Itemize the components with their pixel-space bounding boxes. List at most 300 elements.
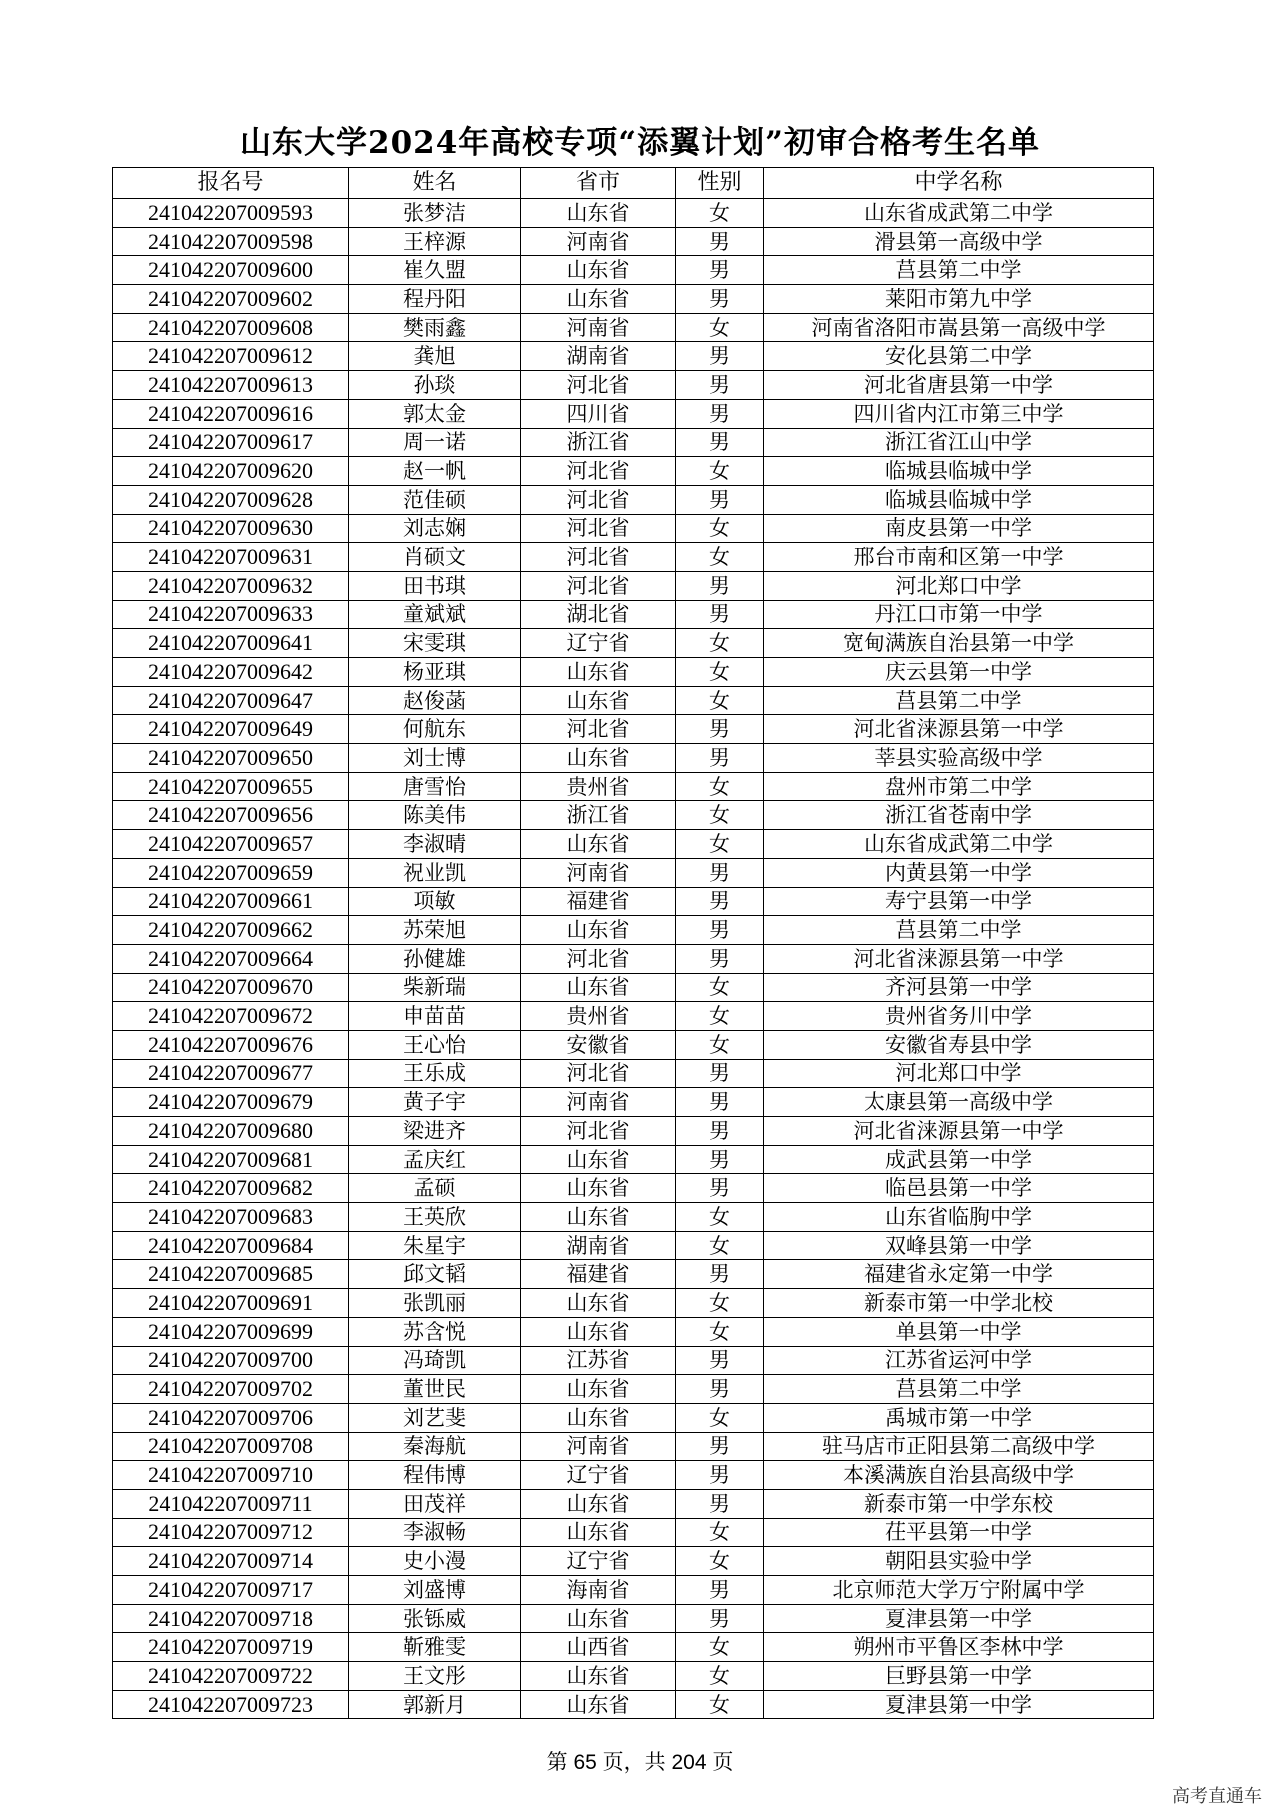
page-footer: 第 65 页，共 204 页 [546,1751,734,1774]
cell-school: 新泰市第一中学东校 [764,1489,1154,1518]
cell-name: 陈美伟 [349,801,521,830]
table-row [113,1662,1154,1691]
cell-gender: 男 [676,285,764,314]
cell-registration-no: 241042207009672 [113,1002,349,1031]
cell-registration-no: 241042207009711 [113,1489,349,1518]
cell-registration-no: 241042207009612 [113,342,349,371]
cell-province: 湖北省 [521,600,676,629]
cell-school: 庆云县第一中学 [764,658,1154,687]
cell-gender: 女 [676,629,764,658]
cell-school: 本溪满族自治县高级中学 [764,1461,1154,1490]
cell-province: 河南省 [521,1088,676,1117]
cell-gender: 女 [676,313,764,342]
cell-registration-no: 241042207009620 [113,457,349,486]
cell-gender: 女 [676,1518,764,1547]
cell-province: 山东省 [521,1690,676,1719]
cell-name: 宋雯琪 [349,629,521,658]
cell-registration-no: 241042207009600 [113,256,349,285]
cell-school: 福建省永定第一中学 [764,1260,1154,1289]
cell-school: 临邑县第一中学 [764,1174,1154,1203]
cell-province: 海南省 [521,1576,676,1605]
cell-name: 杨亚琪 [349,658,521,687]
table-row [113,629,1154,658]
cell-province: 河南省 [521,227,676,256]
cell-registration-no: 241042207009684 [113,1231,349,1260]
cell-registration-no: 241042207009593 [113,199,349,228]
cell-province: 山东省 [521,1317,676,1346]
cell-registration-no: 241042207009700 [113,1346,349,1375]
cell-school: 双峰县第一中学 [764,1231,1154,1260]
column-header-name: 姓名 [349,168,521,199]
table-row [113,1174,1154,1203]
cell-name: 孙健雄 [349,944,521,973]
cell-school: 山东省成武第二中学 [764,830,1154,859]
cell-school: 河北郑口中学 [764,571,1154,600]
cell-school: 河北郑口中学 [764,1059,1154,1088]
cell-name: 赵俊菡 [349,686,521,715]
cell-name: 何航东 [349,715,521,744]
cell-name: 崔久盟 [349,256,521,285]
table-row [113,686,1154,715]
cell-province: 辽宁省 [521,629,676,658]
cell-registration-no: 241042207009617 [113,428,349,457]
watermark-text: 高考直通车 [1172,1786,1262,1807]
cell-gender: 男 [676,1145,764,1174]
cell-registration-no: 241042207009642 [113,658,349,687]
cell-school: 莒县第二中学 [764,916,1154,945]
cell-name: 李淑晴 [349,830,521,859]
table-row [113,1489,1154,1518]
cell-name: 赵一帆 [349,457,521,486]
cell-name: 王文彤 [349,1662,521,1691]
cell-province: 四川省 [521,399,676,428]
cell-school: 太康县第一高级中学 [764,1088,1154,1117]
cell-name: 苏荣旭 [349,916,521,945]
table-row [113,1346,1154,1375]
cell-registration-no: 241042207009647 [113,686,349,715]
cell-name: 樊雨鑫 [349,313,521,342]
cell-registration-no: 241042207009714 [113,1547,349,1576]
table-row [113,514,1154,543]
cell-gender: 男 [676,944,764,973]
table-row [113,227,1154,256]
table-row [113,1059,1154,1088]
table-row [113,1117,1154,1146]
table-row [113,1002,1154,1031]
cell-school: 临城县临城中学 [764,485,1154,514]
cell-school: 南皮县第一中学 [764,514,1154,543]
cell-name: 王英欣 [349,1203,521,1232]
cell-province: 山东省 [521,1203,676,1232]
table-row [113,1260,1154,1289]
cell-school: 夏津县第一中学 [764,1604,1154,1633]
cell-registration-no: 241042207009685 [113,1260,349,1289]
cell-province: 河北省 [521,1059,676,1088]
cell-school: 河北省涞源县第一中学 [764,715,1154,744]
cell-registration-no: 241042207009664 [113,944,349,973]
cell-school: 莘县实验高级中学 [764,744,1154,773]
cell-registration-no: 241042207009722 [113,1662,349,1691]
cell-gender: 男 [676,715,764,744]
cell-province: 山东省 [521,256,676,285]
cell-registration-no: 241042207009708 [113,1432,349,1461]
table-row [113,371,1154,400]
cell-registration-no: 241042207009677 [113,1059,349,1088]
cell-province: 山东省 [521,973,676,1002]
cell-gender: 女 [676,973,764,1002]
cell-name: 孙琰 [349,371,521,400]
cell-name: 刘士博 [349,744,521,773]
table-row [113,715,1154,744]
cell-name: 龚旭 [349,342,521,371]
cell-province: 山东省 [521,686,676,715]
table-row [113,485,1154,514]
cell-gender: 女 [676,1662,764,1691]
cell-registration-no: 241042207009598 [113,227,349,256]
cell-name: 靳雅雯 [349,1633,521,1662]
cell-name: 邱文韬 [349,1260,521,1289]
table-row [113,285,1154,314]
cell-registration-no: 241042207009608 [113,313,349,342]
table-row [113,1690,1154,1719]
cell-school: 浙江省江山中学 [764,428,1154,457]
table-row [113,1432,1154,1461]
cell-registration-no: 241042207009631 [113,543,349,572]
cell-name: 祝业凯 [349,858,521,887]
cell-province: 福建省 [521,887,676,916]
cell-gender: 男 [676,342,764,371]
table-row [113,543,1154,572]
cell-school: 安徽省寿县中学 [764,1030,1154,1059]
cell-name: 刘志娴 [349,514,521,543]
cell-school: 朝阳县实验中学 [764,1547,1154,1576]
cell-gender: 女 [676,1547,764,1576]
table-row [113,313,1154,342]
table-row [113,342,1154,371]
cell-name: 田书琪 [349,571,521,600]
cell-province: 山东省 [521,1403,676,1432]
cell-registration-no: 241042207009717 [113,1576,349,1605]
cell-school: 莒县第二中学 [764,1375,1154,1404]
cell-province: 辽宁省 [521,1547,676,1576]
cell-province: 浙江省 [521,428,676,457]
cell-registration-no: 241042207009702 [113,1375,349,1404]
cell-gender: 男 [676,571,764,600]
cell-registration-no: 241042207009632 [113,571,349,600]
cell-province: 河南省 [521,1432,676,1461]
cell-school: 河北省涞源县第一中学 [764,1117,1154,1146]
cell-registration-no: 241042207009602 [113,285,349,314]
cell-name: 黄子宇 [349,1088,521,1117]
cell-name: 申苗苗 [349,1002,521,1031]
cell-name: 张凯丽 [349,1289,521,1318]
cell-province: 河北省 [521,1117,676,1146]
cell-school: 驻马店市正阳县第二高级中学 [764,1432,1154,1461]
cell-name: 梁进齐 [349,1117,521,1146]
cell-school: 邢台市南和区第一中学 [764,543,1154,572]
cell-school: 江苏省运河中学 [764,1346,1154,1375]
table-row [113,1289,1154,1318]
cell-school: 成武县第一中学 [764,1145,1154,1174]
cell-gender: 男 [676,916,764,945]
cell-registration-no: 241042207009641 [113,629,349,658]
cell-gender: 男 [676,1059,764,1088]
cell-name: 刘盛博 [349,1576,521,1605]
cell-school: 莒县第二中学 [764,686,1154,715]
table-row [113,1375,1154,1404]
cell-school: 滑县第一高级中学 [764,227,1154,256]
cell-school: 盘州市第二中学 [764,772,1154,801]
cell-name: 苏含悦 [349,1317,521,1346]
cell-school: 朔州市平鲁区李林中学 [764,1633,1154,1662]
cell-gender: 男 [676,1489,764,1518]
cell-registration-no: 241042207009723 [113,1690,349,1719]
cell-gender: 男 [676,371,764,400]
table-row [113,1317,1154,1346]
cell-registration-no: 241042207009650 [113,744,349,773]
cell-registration-no: 241042207009655 [113,772,349,801]
cell-school: 莒县第二中学 [764,256,1154,285]
cell-school: 临城县临城中学 [764,457,1154,486]
cell-name: 郭新月 [349,1690,521,1719]
table-row [113,1145,1154,1174]
cell-name: 柴新瑞 [349,973,521,1002]
cell-registration-no: 241042207009670 [113,973,349,1002]
cell-registration-no: 241042207009719 [113,1633,349,1662]
column-header-province: 省市 [521,168,676,199]
cell-school: 贵州省务川中学 [764,1002,1154,1031]
cell-province: 山东省 [521,1489,676,1518]
cell-registration-no: 241042207009633 [113,600,349,629]
cell-name: 孟庆红 [349,1145,521,1174]
cell-province: 河北省 [521,457,676,486]
table-row [113,1203,1154,1232]
cell-school: 内黄县第一中学 [764,858,1154,887]
cell-province: 山东省 [521,1289,676,1318]
cell-gender: 男 [676,485,764,514]
cell-school: 莱阳市第九中学 [764,285,1154,314]
cell-school: 河北省涞源县第一中学 [764,944,1154,973]
cell-school: 夏津县第一中学 [764,1690,1154,1719]
cell-school: 河南省洛阳市嵩县第一高级中学 [764,313,1154,342]
cell-name: 史小漫 [349,1547,521,1576]
cell-name: 刘艺斐 [349,1403,521,1432]
table-row [113,1088,1154,1117]
cell-name: 范佳硕 [349,485,521,514]
table-row [113,571,1154,600]
cell-school: 山东省成武第二中学 [764,199,1154,228]
cell-gender: 男 [676,858,764,887]
cell-name: 董世民 [349,1375,521,1404]
cell-registration-no: 241042207009683 [113,1203,349,1232]
cell-gender: 女 [676,1203,764,1232]
table-row [113,658,1154,687]
cell-registration-no: 241042207009630 [113,514,349,543]
cell-province: 河北省 [521,944,676,973]
cell-name: 田茂祥 [349,1489,521,1518]
cell-school: 安化县第二中学 [764,342,1154,371]
cell-province: 湖南省 [521,1231,676,1260]
cell-province: 河北省 [521,571,676,600]
table-row [113,916,1154,945]
table-row [113,428,1154,457]
cell-gender: 女 [676,1231,764,1260]
cell-name: 项敏 [349,887,521,916]
cell-registration-no: 241042207009681 [113,1145,349,1174]
cell-registration-no: 241042207009706 [113,1403,349,1432]
cell-gender: 男 [676,744,764,773]
cell-gender: 男 [676,1576,764,1605]
cell-gender: 男 [676,1432,764,1461]
cell-gender: 男 [676,1117,764,1146]
cell-registration-no: 241042207009710 [113,1461,349,1490]
cell-name: 朱星宇 [349,1231,521,1260]
cell-gender: 女 [676,457,764,486]
table-row [113,830,1154,859]
cell-province: 山东省 [521,1145,676,1174]
cell-gender: 男 [676,600,764,629]
cell-gender: 女 [676,1633,764,1662]
cell-province: 江苏省 [521,1346,676,1375]
table-row [113,1576,1154,1605]
cell-gender: 男 [676,1346,764,1375]
table-row [113,772,1154,801]
cell-registration-no: 241042207009628 [113,485,349,514]
cell-name: 秦海航 [349,1432,521,1461]
table-row [113,1461,1154,1490]
cell-name: 冯琦凯 [349,1346,521,1375]
cell-school: 丹江口市第一中学 [764,600,1154,629]
cell-school: 河北省唐县第一中学 [764,371,1154,400]
cell-gender: 女 [676,514,764,543]
cell-school: 单县第一中学 [764,1317,1154,1346]
cell-school: 浙江省苍南中学 [764,801,1154,830]
cell-province: 山西省 [521,1633,676,1662]
cell-name: 王心怡 [349,1030,521,1059]
header-row [113,168,1154,199]
cell-province: 浙江省 [521,801,676,830]
table-row [113,1604,1154,1633]
cell-school: 茌平县第一中学 [764,1518,1154,1547]
cell-name: 周一诺 [349,428,521,457]
cell-registration-no: 241042207009657 [113,830,349,859]
cell-name: 肖硕文 [349,543,521,572]
cell-name: 王乐成 [349,1059,521,1088]
cell-province: 山东省 [521,916,676,945]
cell-school: 齐河县第一中学 [764,973,1154,1002]
cell-registration-no: 241042207009676 [113,1030,349,1059]
candidate-table [112,167,1154,1719]
cell-province: 河北省 [521,371,676,400]
cell-registration-no: 241042207009659 [113,858,349,887]
cell-gender: 男 [676,1088,764,1117]
column-header-gender: 性别 [676,168,764,199]
table-row [113,399,1154,428]
cell-province: 湖南省 [521,342,676,371]
cell-province: 福建省 [521,1260,676,1289]
cell-name: 王梓源 [349,227,521,256]
cell-gender: 女 [676,1403,764,1432]
cell-name: 唐雪怡 [349,772,521,801]
cell-gender: 男 [676,1260,764,1289]
table-row [113,944,1154,973]
cell-province: 山东省 [521,1604,676,1633]
table-row [113,199,1154,228]
cell-registration-no: 241042207009691 [113,1289,349,1318]
cell-gender: 男 [676,1174,764,1203]
cell-gender: 女 [676,199,764,228]
cell-registration-no: 241042207009649 [113,715,349,744]
cell-registration-no: 241042207009699 [113,1317,349,1346]
cell-name: 张梦洁 [349,199,521,228]
cell-registration-no: 241042207009661 [113,887,349,916]
cell-province: 山东省 [521,1518,676,1547]
cell-gender: 女 [676,830,764,859]
cell-school: 四川省内江市第三中学 [764,399,1154,428]
table-row [113,801,1154,830]
table-row [113,1518,1154,1547]
cell-school: 禹城市第一中学 [764,1403,1154,1432]
cell-province: 辽宁省 [521,1461,676,1490]
cell-province: 河南省 [521,313,676,342]
cell-gender: 男 [676,1604,764,1633]
column-header-school: 中学名称 [764,168,1154,199]
cell-registration-no: 241042207009613 [113,371,349,400]
cell-school: 新泰市第一中学北校 [764,1289,1154,1318]
cell-province: 河南省 [521,858,676,887]
table-row [113,1403,1154,1432]
table-row [113,973,1154,1002]
cell-province: 贵州省 [521,1002,676,1031]
table-body [113,199,1154,1719]
cell-province: 贵州省 [521,772,676,801]
cell-registration-no: 241042207009682 [113,1174,349,1203]
cell-province: 山东省 [521,744,676,773]
cell-gender: 男 [676,227,764,256]
cell-province: 山东省 [521,658,676,687]
cell-province: 山东省 [521,285,676,314]
cell-gender: 男 [676,256,764,285]
cell-gender: 男 [676,399,764,428]
cell-name: 张铄威 [349,1604,521,1633]
cell-registration-no: 241042207009616 [113,399,349,428]
cell-registration-no: 241042207009679 [113,1088,349,1117]
cell-gender: 女 [676,658,764,687]
document-title: 山东大学2024年高校专项“添翼计划”初审合格考生名单 [240,125,1040,161]
table-row [113,256,1154,285]
cell-name: 童斌斌 [349,600,521,629]
cell-gender: 女 [676,1289,764,1318]
table-row [113,1547,1154,1576]
cell-gender: 女 [676,686,764,715]
column-header-registration-no: 报名号 [113,168,349,199]
cell-school: 山东省临朐中学 [764,1203,1154,1232]
table-row [113,887,1154,916]
cell-province: 山东省 [521,199,676,228]
table-row [113,858,1154,887]
cell-province: 山东省 [521,830,676,859]
cell-province: 山东省 [521,1662,676,1691]
cell-school: 寿宁县第一中学 [764,887,1154,916]
table-row [113,1030,1154,1059]
cell-province: 河北省 [521,485,676,514]
cell-school: 宽甸满族自治县第一中学 [764,629,1154,658]
cell-gender: 男 [676,428,764,457]
table-row [113,600,1154,629]
cell-gender: 女 [676,543,764,572]
cell-gender: 女 [676,1690,764,1719]
cell-province: 山东省 [521,1174,676,1203]
